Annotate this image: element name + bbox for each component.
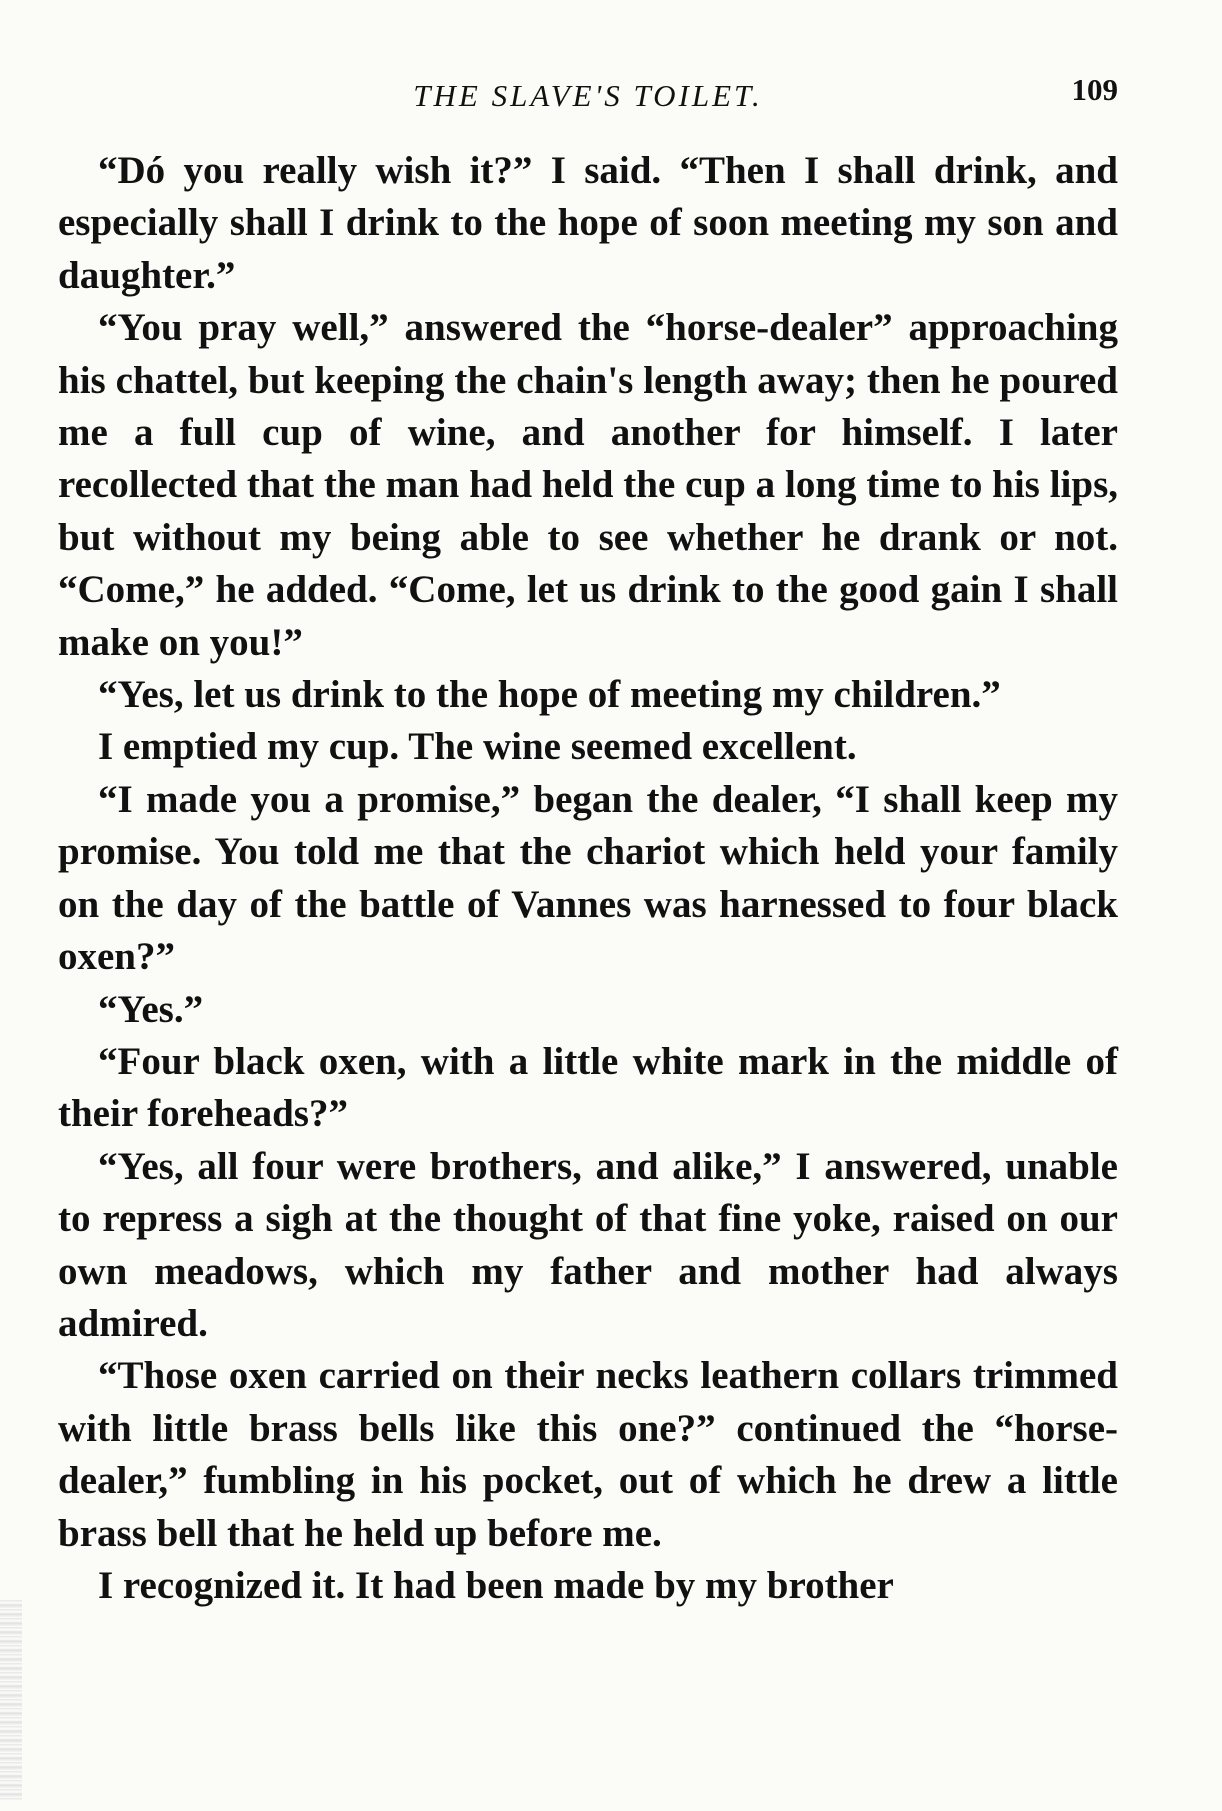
page-header [58,72,1118,118]
body-text [58,145,1118,1612]
paragraph-5: “I made you a promise,” began the dealer, “I shall keep my promise. You told me that the chariot which held your family on the day of the battle of Vannes was harnessed to four black oxen?” [58,777,1118,979]
paragraph-4: I emptied my cup. The wine seemed excellent. [98,725,857,769]
page-number: 109 [1071,72,1118,107]
paragraph-7: “Four black oxen, with a little white mark in the middle of their foreheads?” [58,1039,1118,1136]
paragraph-10: I recognized it. It had been made by my brother [98,1563,894,1607]
paragraph-8: “Yes, all four were brothers, and alike,” I answered, unable to repress a sigh at the thought of that fine yoke, raised on our own meadows, which my father and mother had always admired. [58,1144,1118,1345]
running-title: THE SLAVE'S TOILET. [413,78,763,113]
paragraph-2: “You pray well,” answered the “horse-dealer” approaching his chattel, but keeping the chain's length away; then he poured me a full cup of wine, and another for himself. I later recollected that the man had held the cup a long time to his lips, but without my being able to see whether he drank or not. “Come,” he added. “Come, let us drink to the good gain I shall make on you!” [58,306,1118,664]
paragraph-3: “Yes, let us drink to the hope of meeting my children.” [98,673,1001,717]
paragraph-9: “Those oxen carried on their necks leathern collars trimmed with little brass bells like this one?” continued the “horse-dealer,” fumbling in his pocket, out of which he drew a little brass bell that he held up before me. [58,1354,1118,1555]
scan-edge-artifact [0,1600,22,1800]
paragraph-1: “Dó you really wish it?” I said. “Then I shall drink, and especially shall I drink to the hope of soon meeting my son and daughter.” [58,149,1118,297]
paragraph-6: “Yes.” [98,987,204,1031]
